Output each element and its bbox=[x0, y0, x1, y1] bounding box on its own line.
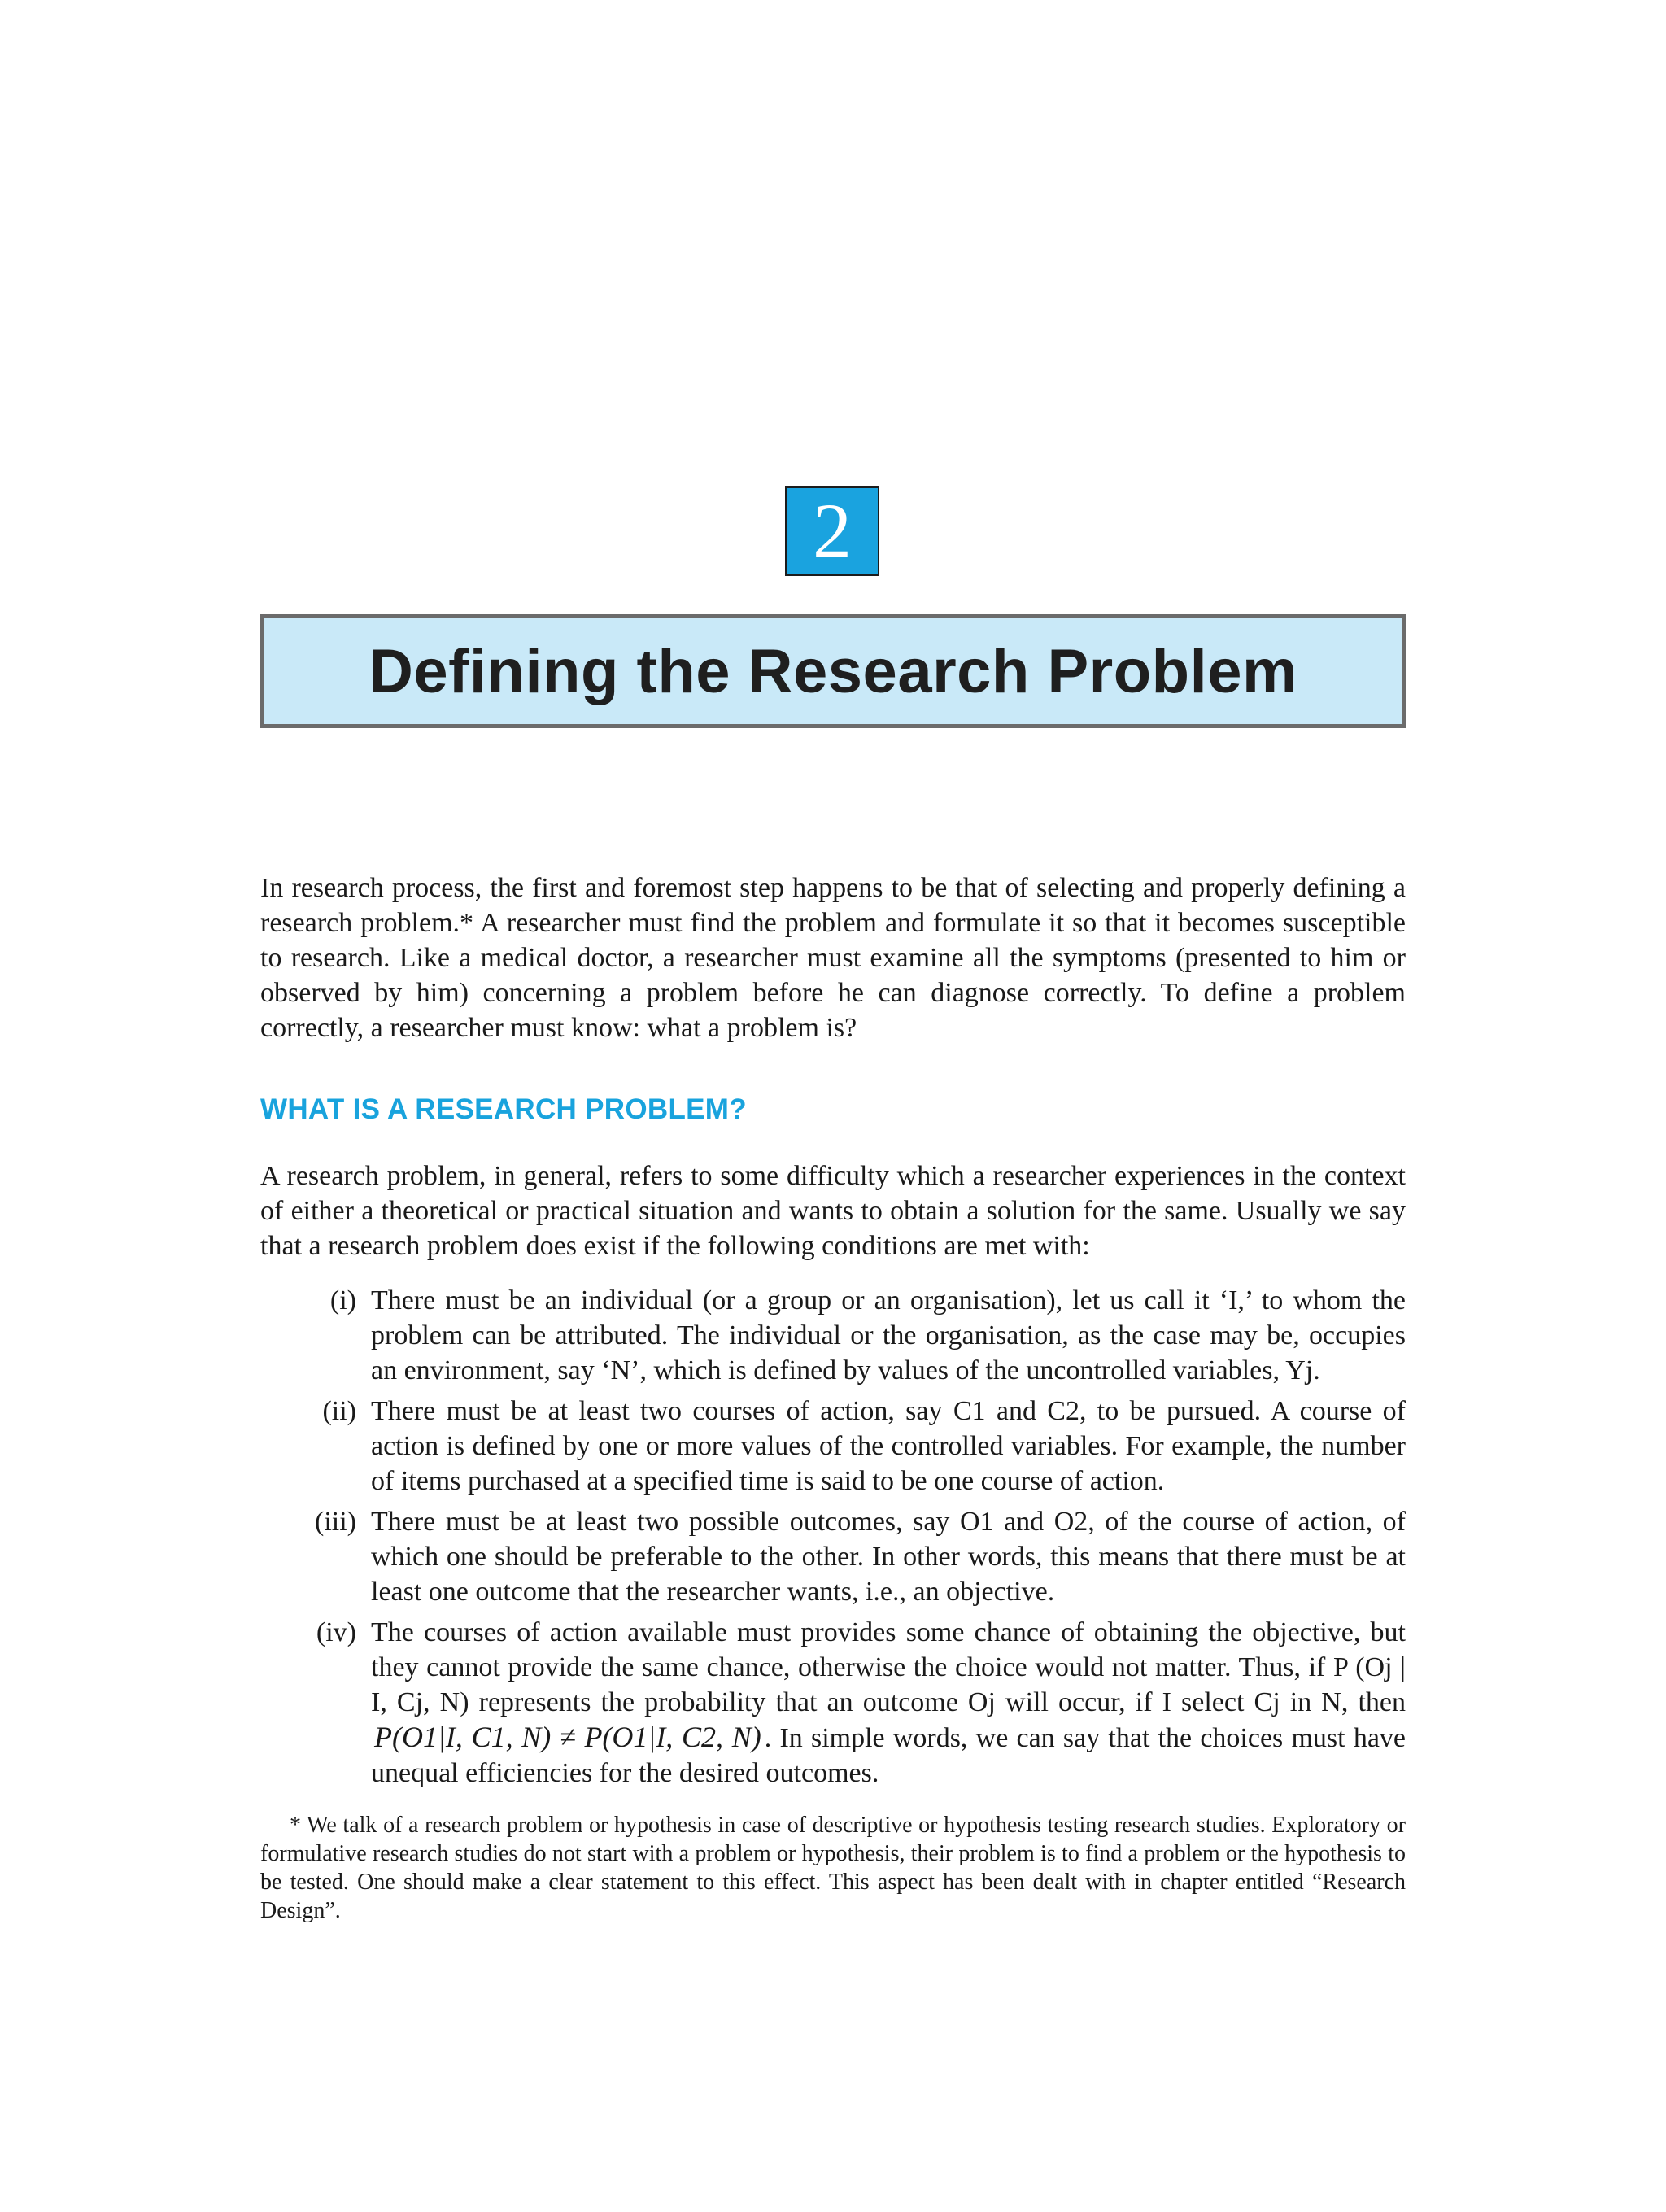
list-item-text: There must be an individual (or a group or an organisation), let us call it ‘I,’ to whom the problem can be attributed. The individual or the organisation, as the case may be, occupies an environment, say ‘N’, which is defined by values of the uncontrolled variables, Yj. bbox=[371, 1285, 1406, 1385]
list-item bbox=[260, 1615, 1406, 1791]
section-heading: WHAT IS A RESEARCH PROBLEM? bbox=[260, 1093, 747, 1125]
list-item-text: There must be at least two possible outcomes, say O1 and O2, of the course of action, of which one should be preferable to the other. In other words, this means that there must be at least one outcome that the researcher wants, i.e., an objective. bbox=[371, 1507, 1406, 1607]
list-item-text: There must be at least two courses of action, say C1 and C2, to be pursued. A course of action is defined by one or more values of the controlled variables. For example, the number of items purchased at a specified time is said to be one course of action. bbox=[371, 1396, 1406, 1496]
list-item bbox=[260, 1283, 1406, 1388]
chapter-title-box bbox=[260, 614, 1406, 728]
list-item-number: (ii) bbox=[322, 1396, 356, 1426]
intro-paragraph: In research process, the first and foremost step happens to be that of selecting and properly defining a research problem.* A researcher must find the problem and formulate it so that it becomes susceptible to research. Like a medical doctor, a researcher must examine all the symptoms (presented to him or observed by him) concerning a problem before he can diagnose correctly. To define a problem correctly, a researcher must know: what a problem is? bbox=[260, 873, 1406, 1043]
chapter-title: Defining the Research Problem bbox=[368, 636, 1298, 706]
list-item bbox=[260, 1504, 1406, 1609]
conditions-list bbox=[260, 1283, 1406, 1796]
list-item-number: (i) bbox=[329, 1285, 356, 1315]
list-item bbox=[260, 1394, 1406, 1499]
probability-formula: P(O1|I, C1, N) ≠ P(O1|I, C2, N) bbox=[374, 1721, 761, 1753]
footnote: * We talk of a research problem or hypothesis in case of descriptive or hypothesis testing research studies. Exploratory or formulative research studies do not start with a problem or hypothesis, their problem is to find a problem or the hypothesis to be tested. One should make a clear statement to this effect. This aspect has been dealt with in chapter entitled “Research Design”. bbox=[260, 1813, 1406, 1923]
chapter-number-badge: 2 bbox=[785, 486, 879, 576]
list-item-number: (iii) bbox=[315, 1507, 356, 1537]
list-item-number: (iv) bbox=[316, 1617, 356, 1647]
list-item-text: The courses of action available must provides some chance of obtaining the objective, but they cannot provide the same chance, otherwise the choice would not matter. Thus, if P (Oj | I, Cj, N) represents the probability that an outcome Oj will occur, if I select Cj in N, then bbox=[371, 1617, 1406, 1717]
list-item-text-continued: . In simple words, we can say that the choices must have unequal efficiencies for the desired outcomes. bbox=[371, 1723, 1406, 1788]
definition-paragraph: A research problem, in general, refers to some difficulty which a researcher experiences in the context of either a theoretical or practical situation and wants to obtain a solution for the same. Usually we say that a research problem does exist if the following conditions are met with: bbox=[260, 1161, 1406, 1261]
